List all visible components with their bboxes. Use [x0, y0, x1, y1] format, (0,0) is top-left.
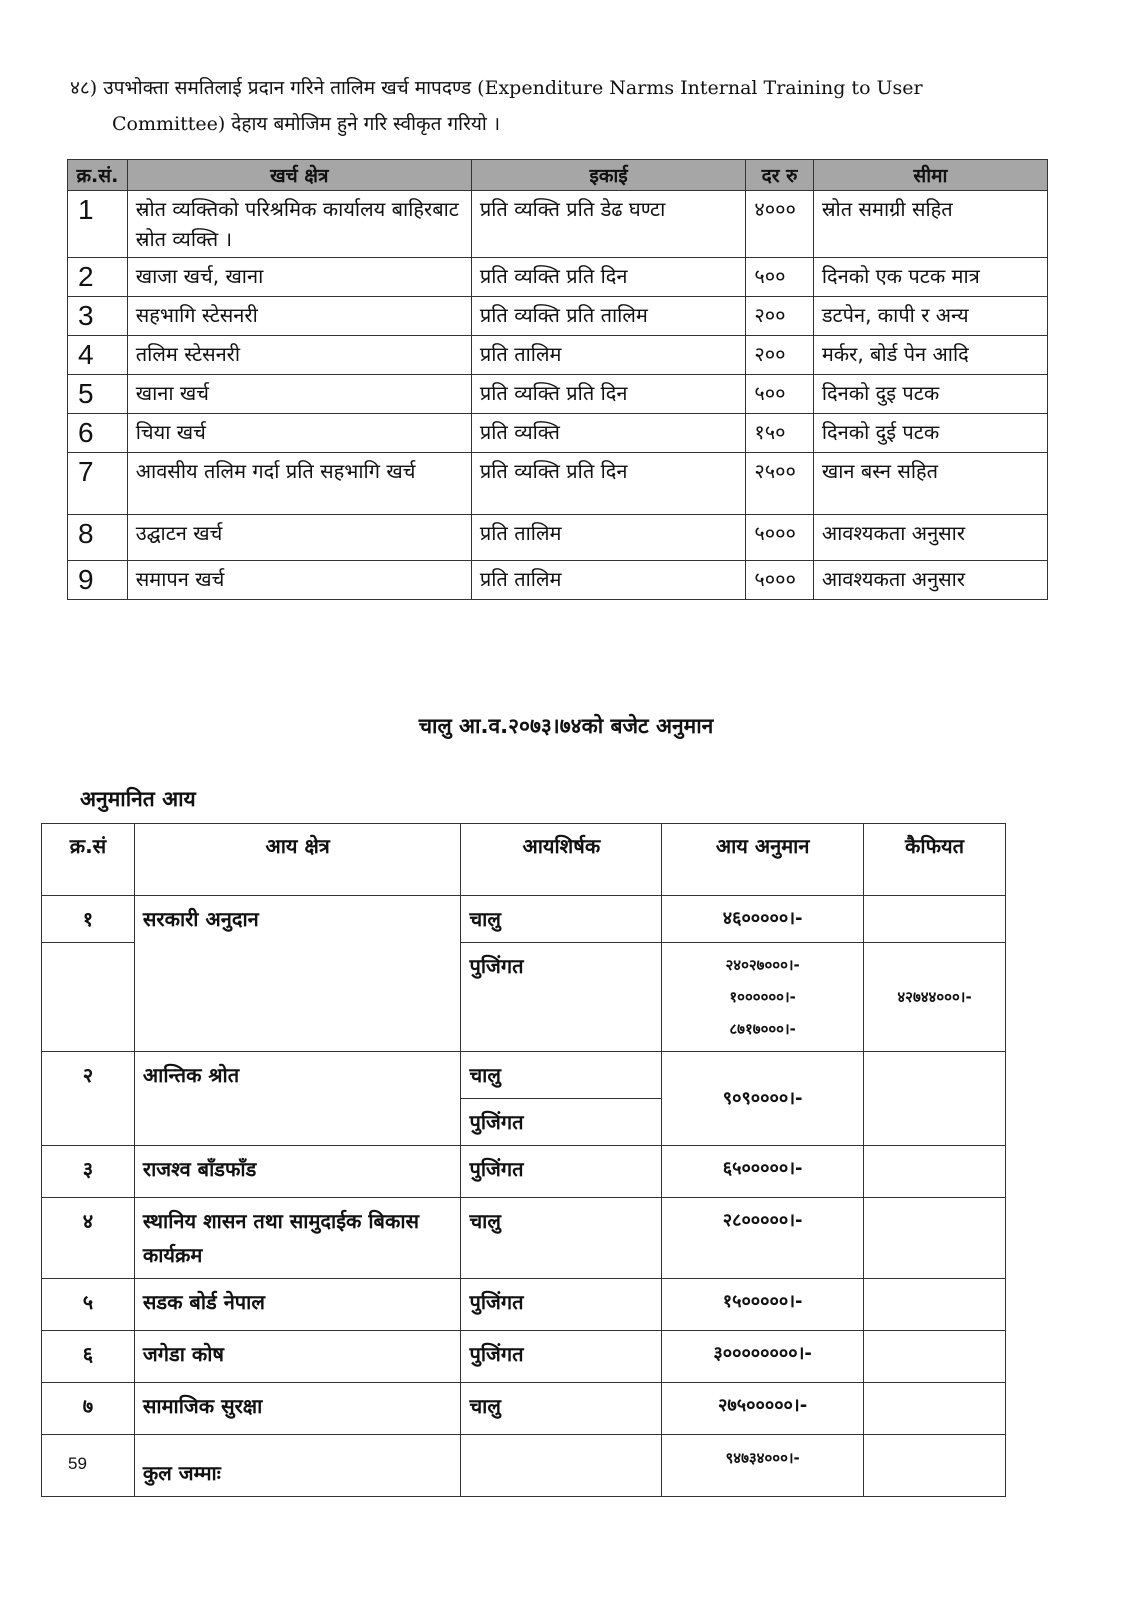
row-sn: 2	[68, 258, 128, 297]
row-amount: ६५०००००।-	[662, 1146, 864, 1198]
row-unit: प्रति तालिम	[471, 561, 745, 600]
row-rate: १५०	[746, 414, 814, 453]
table-header-row	[42, 824, 1006, 896]
row-remark-empty	[864, 1146, 1006, 1198]
training-expenditure-table	[67, 159, 1048, 600]
row-unit: प्रति व्यक्ति प्रति दिन	[471, 375, 745, 414]
row-sn: ७	[42, 1383, 135, 1435]
row-rate: ५००	[746, 375, 814, 414]
row-remark-empty	[864, 1052, 1006, 1146]
header-limit: सीमा	[813, 160, 1047, 191]
row-income-area: सरकारी अनुदान	[134, 896, 461, 1052]
row-sn: 6	[68, 414, 128, 453]
row-limit: दिनको दुइ पटक	[813, 375, 1047, 414]
header-remarks: कैफियत	[864, 824, 1006, 896]
row-unit: प्रति व्यक्ति प्रति दिन	[471, 258, 745, 297]
row-limit: खान बस्न सहित	[813, 453, 1047, 515]
row-rate: २००	[746, 297, 814, 336]
row-amount: २७५०००००।-	[662, 1383, 864, 1435]
row-area: सहभागि स्टेसनरी	[127, 297, 471, 336]
row-sn: 4	[68, 336, 128, 375]
row-income-area: जगेडा कोष	[134, 1331, 461, 1383]
row-limit: डटपेन, कापी र अन्य	[813, 297, 1047, 336]
table-row	[68, 414, 1048, 453]
amount-line: २४०२७०००।-	[725, 956, 800, 974]
header-sn: क्र.सं.	[68, 160, 128, 191]
table-row	[68, 336, 1048, 375]
row-remark-empty	[864, 1435, 1006, 1497]
row-sn: ३	[42, 1146, 135, 1198]
row-sn: १	[42, 896, 135, 943]
row-limit: आवश्यकता अनुसार	[813, 561, 1047, 600]
row-unit: प्रति तालिम	[471, 515, 745, 561]
header-income-area: आय क्षेत्र	[134, 824, 461, 896]
row-limit: दिनको दुई पटक	[813, 414, 1047, 453]
amount-line: ८७१७०००।-	[729, 1020, 796, 1038]
row-remark: ४२७४४०००।-	[864, 943, 1006, 1052]
header-income-head: आयशिर्षक	[461, 824, 662, 896]
row-income-head: चालु	[461, 1383, 662, 1435]
row-sn: 8	[68, 515, 128, 561]
total-amount: ९४७३४०००।-	[662, 1435, 864, 1497]
row-rate: ५०००	[746, 561, 814, 600]
header-sn: क्र.सं	[42, 824, 135, 896]
row-area: तलिम स्टेसनरी	[127, 336, 471, 375]
table-row	[42, 1198, 1006, 1279]
table-row	[68, 561, 1048, 600]
row-unit: प्रति तालिम	[471, 336, 745, 375]
row-sn: ५	[42, 1279, 135, 1331]
row-sn: २	[42, 1052, 135, 1146]
table-row	[68, 375, 1048, 414]
total-label: कुल जम्माः	[134, 1435, 461, 1497]
page-number: 59	[68, 1454, 87, 1473]
row-income-area: स्थानिय शासन तथा सामुदाईक बिकास कार्यक्रम	[134, 1198, 461, 1279]
row-sn: 7	[68, 453, 128, 515]
row-head-empty	[461, 1435, 662, 1497]
row-limit: आवश्यकता अनुसार	[813, 515, 1047, 561]
table-row	[68, 453, 1048, 515]
header-rate: दर रु	[746, 160, 814, 191]
table-row	[42, 896, 1006, 943]
row-sn: ६	[42, 1331, 135, 1383]
row-amount: २८०००००।-	[662, 1198, 864, 1279]
table-row	[68, 191, 1048, 258]
row-limit: मर्कर, बोर्ड पेन आदि	[813, 336, 1047, 375]
row-amount-multi	[662, 943, 864, 1052]
row-income-head: पुजिंगत	[461, 1099, 662, 1146]
row-rate: २५००	[746, 453, 814, 515]
intro-line-1: ४८) उपभोक्ता समतिलाई प्रदान गरिने तालिम खर्च मापदण्ड (Expenditure Narms Internal Training to User	[70, 77, 923, 99]
row-remark-empty	[864, 896, 1006, 943]
row-limit: दिनको एक पटक मात्र	[813, 258, 1047, 297]
row-income-head: चालु	[461, 1052, 662, 1099]
row-income-area: राजश्व बाँडफाँड	[134, 1146, 461, 1198]
intro-line-2: Committee) देहाय बमोजिम हुने गरि स्वीकृत गरियो ।	[112, 113, 501, 135]
row-area: खाजा खर्च, खाना	[127, 258, 471, 297]
row-sn: 3	[68, 297, 128, 336]
row-unit: प्रति व्यक्ति प्रति दिन	[471, 453, 745, 515]
table-row	[42, 1383, 1006, 1435]
row-sn-empty	[42, 943, 135, 1052]
row-sn-empty	[42, 1435, 135, 1497]
table-row	[42, 1331, 1006, 1383]
estimated-income-heading: अनुमानित आय	[80, 787, 196, 811]
table-row	[68, 515, 1048, 561]
row-unit: प्रति व्यक्ति प्रति डेढ घण्टा	[471, 191, 745, 258]
row-rate: ४०००	[746, 191, 814, 258]
row-income-head: पुजिंगत	[461, 1331, 662, 1383]
row-area: स्रोत व्यक्तिको परिश्रमिक कार्यालय बाहिरबाट स्रोत व्यक्ति ।	[127, 191, 471, 258]
row-area: उद्घाटन खर्च	[127, 515, 471, 561]
row-amount: ४६०००००।-	[662, 896, 864, 943]
row-area: चिया खर्च	[127, 414, 471, 453]
row-sn: 9	[68, 561, 128, 600]
table-row	[42, 1279, 1006, 1331]
row-sn: 1	[68, 191, 128, 258]
row-remark-empty	[864, 1279, 1006, 1331]
row-income-area: आन्तिक श्रोत	[134, 1052, 461, 1146]
row-unit: प्रति व्यक्ति	[471, 414, 745, 453]
row-rate: ५०००	[746, 515, 814, 561]
row-remark-empty	[864, 1198, 1006, 1279]
intro-paragraph	[70, 70, 1060, 142]
table-row	[68, 297, 1048, 336]
row-rate: २००	[746, 336, 814, 375]
table-header-row	[68, 160, 1048, 191]
table-row	[68, 258, 1048, 297]
row-unit: प्रति व्यक्ति प्रति तालिम	[471, 297, 745, 336]
table-row-total	[42, 1435, 1006, 1497]
header-unit: इकाई	[471, 160, 745, 191]
row-income-head: पुजिंगत	[461, 1146, 662, 1198]
row-income-area: सामाजिक सुरक्षा	[134, 1383, 461, 1435]
row-rate: ५००	[746, 258, 814, 297]
row-sn: 5	[68, 375, 128, 414]
header-income-estimate: आय अनुमान	[662, 824, 864, 896]
row-amount: १५०००००।-	[662, 1279, 864, 1331]
row-area: खाना खर्च	[127, 375, 471, 414]
row-area: आवसीय तलिम गर्दा प्रति सहभागि खर्च	[127, 453, 471, 515]
row-income-head: पुजिंगत	[461, 943, 662, 1052]
row-remark-empty	[864, 1331, 1006, 1383]
row-sn: ४	[42, 1198, 135, 1279]
row-income-head: चालु	[461, 896, 662, 943]
header-area: खर्च क्षेत्र	[127, 160, 471, 191]
table-row	[42, 1052, 1006, 1099]
row-limit: स्रोत समाग्री सहित	[813, 191, 1047, 258]
row-remark-empty	[864, 1383, 1006, 1435]
row-amount: ३००००००००।-	[662, 1331, 864, 1383]
row-income-area: सडक बोर्ड नेपाल	[134, 1279, 461, 1331]
row-amount: ९०९००००।-	[662, 1052, 864, 1146]
row-income-head: चालु	[461, 1198, 662, 1279]
row-area: समापन खर्च	[127, 561, 471, 600]
table-row	[42, 1146, 1006, 1198]
amount-line: १००००००।-	[729, 988, 796, 1006]
row-income-head: पुजिंगत	[461, 1279, 662, 1331]
budget-title: चालु आ.व.२०७३।७४को बजेट अनुमान	[418, 714, 714, 738]
estimated-income-table	[41, 823, 1006, 1497]
